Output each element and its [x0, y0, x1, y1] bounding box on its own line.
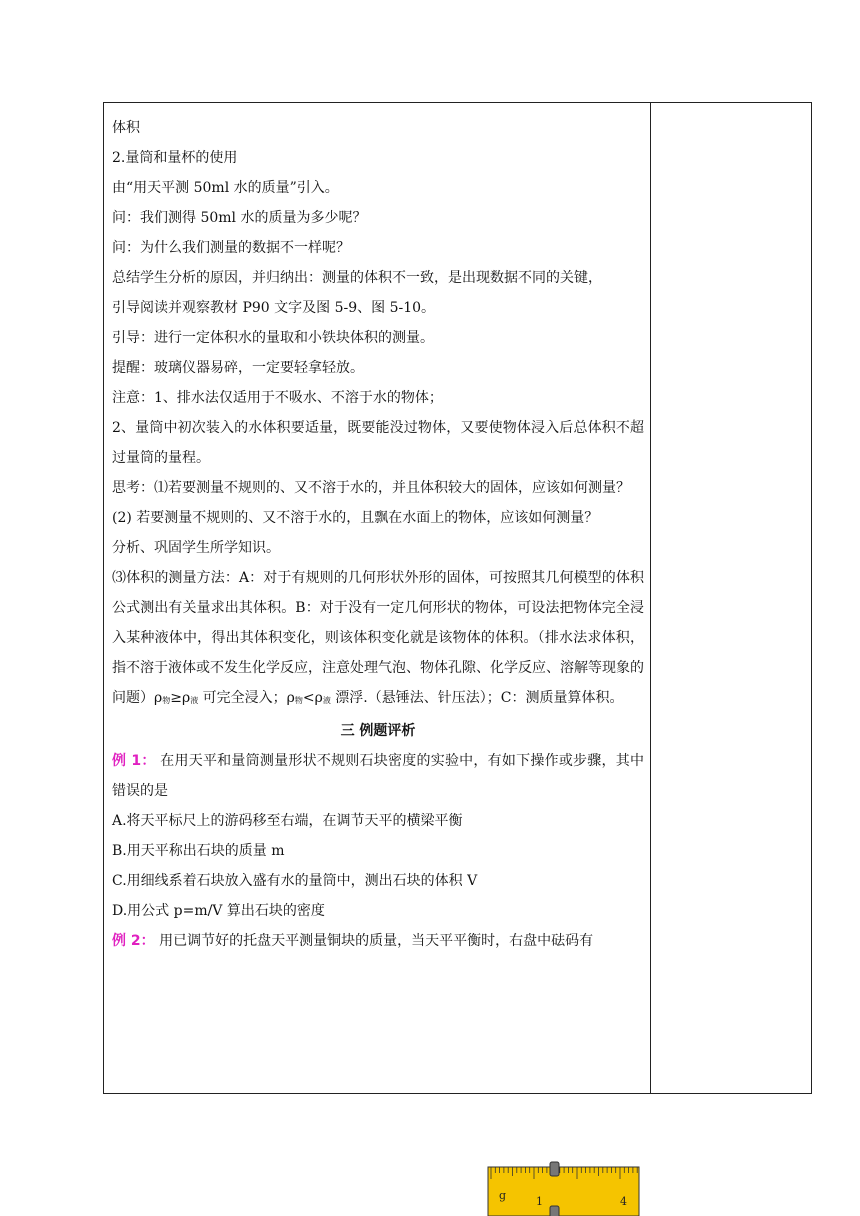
subscript: 液: [322, 696, 331, 705]
subscript: 物: [294, 696, 303, 705]
text-line: 提醒：玻璃仪器易碎，一定要轻拿轻放。: [112, 360, 364, 376]
text-run: 漂浮.（悬锤法、针压法）；C：测质量算体积。: [330, 690, 624, 706]
text-run: ≥ρ: [170, 690, 191, 706]
option-a: A.将天平标尺上的游码移至右端，在调节天平的横梁平衡: [112, 813, 463, 829]
example-2: [112, 926, 644, 956]
text-line: 引导：进行一定体积水的量取和小铁块体积的测量。: [112, 330, 434, 346]
volume-methods-paragraph: [112, 563, 644, 716]
text-line: 总结学生分析的原因，并归纳出：测量的体积不一致，是出现数据不同的关键，: [112, 270, 602, 286]
example-text: 在用天平和量筒测量形状不规则石块密度的实验中，有如下操作或步骤，其中错误的是: [112, 753, 644, 799]
text-line: 问：为什么我们测量的数据不一样呢？: [112, 240, 350, 256]
text-paragraph: 思考：⑴若要测量不规则的、又不溶于水的，并且体积较大的固体，应该如何测量？: [112, 480, 630, 496]
example-label: 例 2：: [112, 933, 155, 949]
text-line: 注意：1、排水法仅适用于不吸水、不溶于水的物体；: [112, 390, 443, 406]
option-c: C.用细线系着石块放入盛有水的量筒中，测出石块的体积 V: [112, 873, 478, 889]
ruler-tick-label-4: 4: [620, 1195, 627, 1208]
text-line: 体积: [112, 120, 140, 136]
lesson-table: [103, 102, 812, 1094]
text-run: ⑶体积的测量方法：A：对于有规则的几何形状外形的固体，可按照其几何模型的体积公式测出有关量求出其体积。B：对于没有一定几何形状的物体，可设法把物体完全浸入某种液体中，得出其体积变化，则该体积变化就是该物体的体积。（排水法求体积，指不溶于液体或不发生化学反应，注意处理气泡、物体孔隙、化学反应、溶解等现象的问题）ρ: [112, 570, 644, 706]
option-d: D.用公式 p=m/V 算出石块的密度: [112, 903, 325, 919]
text-line: 分析、巩固学生所学知识。: [112, 540, 280, 556]
text-line: 引导阅读并观察教材 P90 文字及图 5-9、图 5-10。: [112, 300, 436, 316]
text-line: (2) 若要测量不规则的、又不溶于水的，且飘在水面上的物体，应该如何测量？: [112, 510, 599, 526]
rider-slider-top: [550, 1162, 559, 1176]
text-line: 2.量筒和量杯的使用: [112, 150, 238, 166]
ruler-unit-label: g: [499, 1189, 507, 1202]
rider-slider-bottom: [550, 1206, 559, 1216]
option-b: B.用天平称出石块的质量 m: [112, 843, 285, 859]
subscript: 物: [162, 696, 171, 705]
balance-scale-ruler-image: [487, 1161, 640, 1216]
example-1: [112, 746, 644, 806]
text-line: 由“用天平测 50ml 水的质量”引入。: [112, 180, 339, 196]
text-run: <ρ: [302, 690, 323, 706]
ruler-tick-label-1: 1: [536, 1195, 543, 1208]
example-text: 用已调节好的托盘天平测量铜块的质量，当天平平衡时，右盘中砝码有: [154, 933, 594, 949]
ruler-bar: [488, 1167, 639, 1216]
subscript: 液: [190, 696, 199, 705]
text-line: 问：我们测得 50ml 水的质量为多少呢？: [112, 210, 367, 226]
section-heading: 三 例题评析: [340, 723, 416, 739]
column-divider: [650, 103, 651, 1093]
lesson-content: [112, 113, 644, 956]
text-run: 可完全浸入；ρ: [198, 690, 295, 706]
text-paragraph: 2、量筒中初次装入的水体积要适量，既要能没过物体，又要使物体浸入后总体积不超过量筒的量程。: [112, 420, 644, 466]
example-label: 例 1：: [112, 753, 156, 769]
